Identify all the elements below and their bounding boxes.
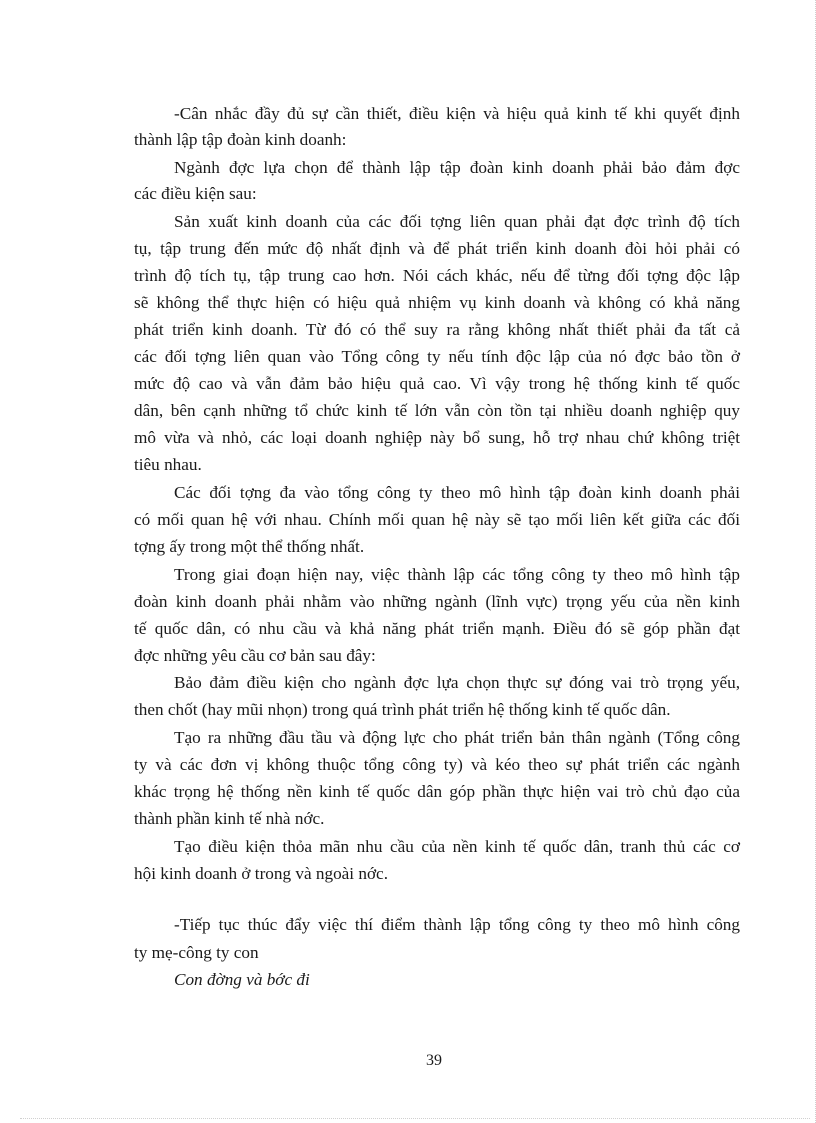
text-line: mức độ cao và vẫn đảm bảo hiệu quả cao. Vì vậy trong hệ thống kinh tế quốc <box>134 374 740 393</box>
text-line: -Cân nhắc đầy đủ sự cần thiết, điều kiện và hiệu quả kinh tế khi quyết định <box>174 104 740 123</box>
text-line: Tạo điều kiện thỏa mãn nhu cầu của nền kinh tế quốc dân, tranh thủ các cơ <box>174 837 740 856</box>
text-line: ty và các đơn vị không thuộc tổng công ty) và kéo theo sự phát triển các ngành <box>134 755 740 774</box>
text-line: sẽ không thể thực hiện có hiệu quả nhiệm vụ kinh doanh và không có khả năng <box>134 293 740 312</box>
text-line: dân, bên cạnh những tổ chức kinh tế lớn vẫn còn tồn tại nhiều doanh nghiệp quy <box>134 401 740 420</box>
text-line: tụ, tập trung đến mức độ nhất định và để phát triển kinh doanh đòi hỏi phải có <box>134 239 740 258</box>
text-line: khác trọng hệ thống nền kinh tế quốc dân góp phần thực hiện vai trò chủ đạo của <box>134 782 740 801</box>
text-line: tế quốc dân, có nhu cầu và khả năng phát triển mạnh. Điều đó sẽ góp phần đạt <box>134 619 740 638</box>
text-line: đợc những yêu cầu cơ bản sau đây: <box>134 646 376 665</box>
text-line: có mối quan hệ với nhau. Chính mối quan hệ này sẽ tạo mối liên kết giữa các đối <box>134 510 740 529</box>
text-line: -Tiếp tục thúc đẩy việc thí điểm thành lập tổng công ty theo mô hình công <box>174 915 740 934</box>
text-line: ty mẹ-công ty con <box>134 943 259 962</box>
text-line: Các đối tợng đa vào tổng công ty theo mô hình tập đoàn kinh doanh phải <box>174 483 740 502</box>
text-line: trình độ tích tụ, tập trung cao hơn. Nói cách khác, nếu để từng đối tợng độc lập <box>134 266 740 285</box>
text-line: Trong giai đoạn hiện nay, việc thành lập các tổng công ty theo mô hình tập <box>174 565 740 584</box>
text-line: phát triển kinh doanh. Từ đó có thể suy ra rằng không nhất thiết phải đa tất cả <box>134 320 740 339</box>
page-number: 39 <box>426 1052 442 1069</box>
text-line: tợng ấy trong một thể thống nhất. <box>134 537 365 556</box>
text-line: đoàn kinh doanh phải nhằm vào những ngành (lĩnh vực) trọng yếu của nền kinh <box>134 592 740 611</box>
text-line: Bảo đảm điều kiện cho ngành đợc lựa chọn thực sự đóng vai trò trọng yếu, <box>174 673 740 692</box>
text-line: các điều kiện sau: <box>134 184 257 203</box>
text-line: hội kinh doanh ở trong và ngoài nớc. <box>134 864 388 883</box>
page-edge-bottom <box>20 1117 810 1119</box>
text-line: mô vừa và nhỏ, các loại doanh nghiệp này bổ sung, hỗ trợ nhau chứ không triệt <box>134 428 740 447</box>
text-line: thành phần kinh tế nhà nớc. <box>134 809 325 828</box>
text-line: Ngành đợc lựa chọn để thành lập tập đoàn kinh doanh phải bảo đảm đợc <box>174 158 740 177</box>
text-line: Sản xuất kinh doanh của các đối tợng liên quan phải đạt đợc trình độ tích <box>174 212 740 231</box>
section-heading: Con đờng và bớc đi <box>174 970 310 989</box>
text-line: then chốt (hay mũi nhọn) trong quá trình phát triển hệ thống kinh tế quốc dân. <box>134 700 671 719</box>
text-line: các đối tợng liên quan vào Tổng công ty nếu tính độc lập của nó đợc bảo tồn ở <box>134 347 740 366</box>
text-line: thành lập tập đoàn kinh doanh: <box>134 130 347 149</box>
text-line: tiêu nhau. <box>134 455 202 474</box>
text-line: Tạo ra những đầu tầu và động lực cho phát triển bản thân ngành (Tổng công <box>174 728 740 747</box>
